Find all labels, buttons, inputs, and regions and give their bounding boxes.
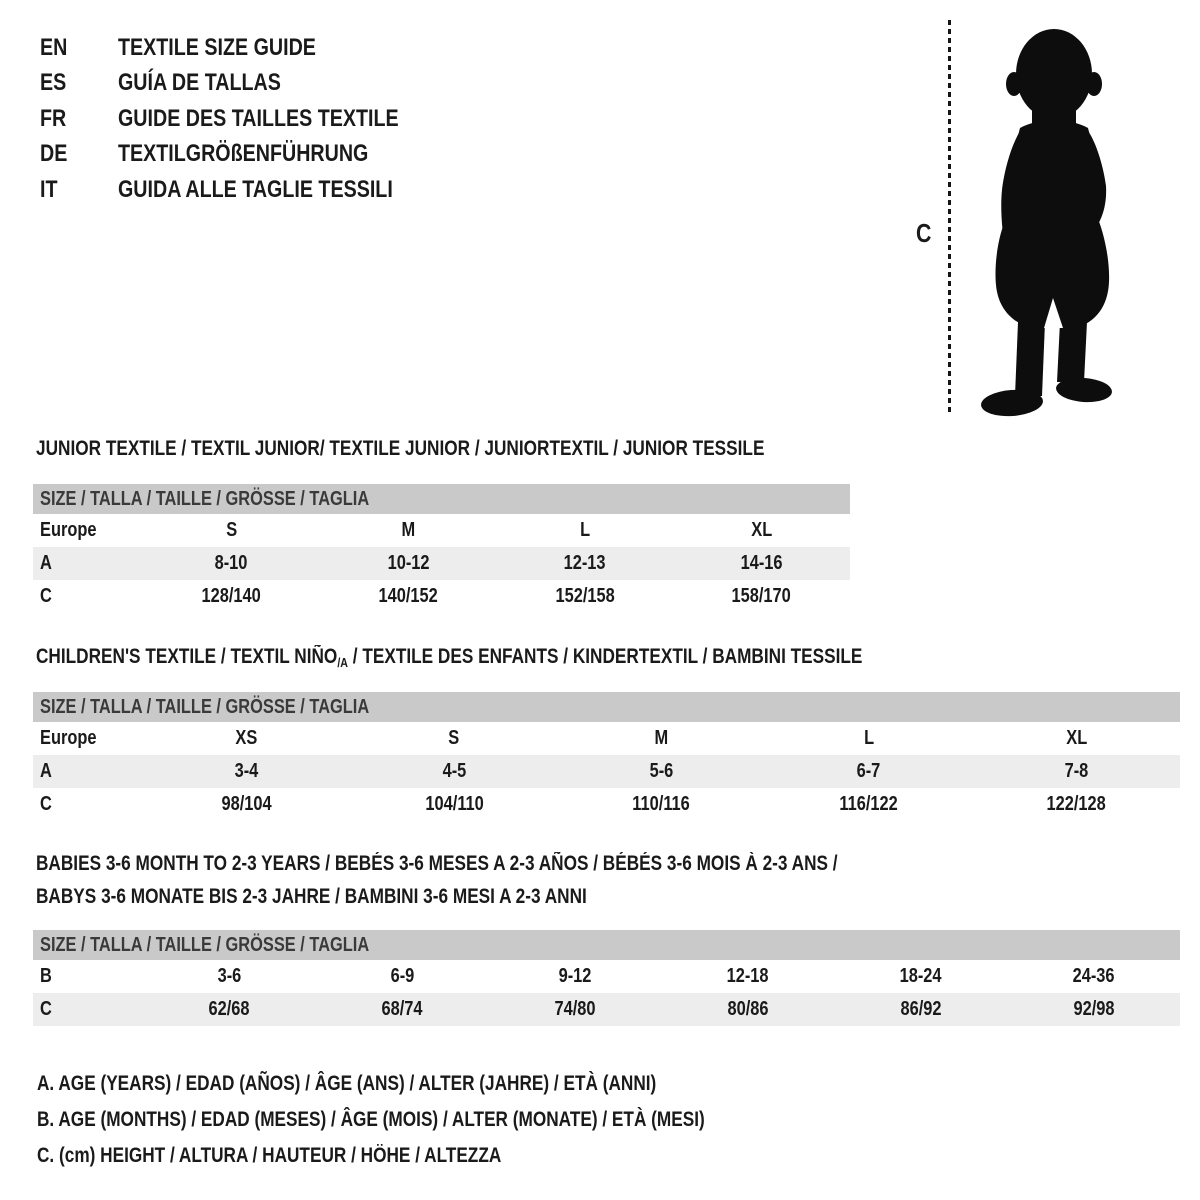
legend-age-years-text: A. AGE (YEARS) / EDAD (AÑOS) / ÂGE (ANS) / ALTER (JAHRE) / ETÀ (ANNI): [37, 1072, 657, 1095]
babies-section-title-line2: [36, 885, 708, 909]
junior-table-header: [33, 484, 850, 514]
language-title: [118, 139, 423, 169]
cell-value: 12-13: [563, 552, 606, 574]
table-cell: [320, 519, 497, 542]
table-cell: [320, 585, 497, 608]
junior-section-title: [36, 437, 924, 461]
row-label-text: A: [40, 552, 52, 574]
language-code-text: EN: [40, 34, 68, 61]
row-label: [33, 793, 143, 816]
cell-value: 152/158: [555, 585, 615, 607]
cell-value: 158/170: [731, 585, 792, 607]
cell-value: L: [579, 519, 590, 541]
legend-age-months-text: B. AGE (MONTHS) / EDAD (MESES) / ÂGE (MOIS) / ALTER (MONATE) / ETÀ (MESI): [37, 1108, 705, 1131]
table-cell: [673, 585, 850, 608]
language-title-text: GUIDE DES TAILLES TEXTILE: [118, 105, 399, 132]
table-cell: [661, 998, 834, 1021]
table-cell: [973, 760, 1180, 783]
language-code: [40, 175, 61, 205]
table-cell: [143, 793, 350, 816]
cell-value: 14-16: [740, 552, 783, 574]
cell-value: XL: [1065, 727, 1087, 749]
cell-value: 4-5: [442, 760, 466, 782]
row-label: [33, 727, 143, 750]
cell-value: 86/92: [900, 998, 942, 1020]
table-cell: [558, 727, 765, 750]
cell-value: 116/122: [839, 793, 899, 815]
table-cell: [143, 760, 350, 783]
legend-age-years: [37, 1072, 792, 1096]
language-code-text: FR: [40, 105, 67, 132]
table-cell: [673, 519, 850, 542]
figure-height-label-text: C: [916, 218, 932, 248]
babies-size-table: [33, 930, 1180, 1026]
row-label-text: Europe: [40, 727, 97, 749]
row-label-text: C: [40, 793, 52, 815]
language-title: [118, 68, 317, 98]
cell-value: 74/80: [554, 998, 596, 1020]
table-cell: [558, 793, 765, 816]
table-cell: [497, 585, 674, 608]
table-cell: [1007, 965, 1180, 988]
legend-height-cm: [37, 1144, 603, 1168]
table-cell: [320, 552, 497, 575]
table-cell: [316, 998, 489, 1021]
row-label: [33, 552, 143, 575]
language-code-text: ES: [40, 69, 67, 96]
children-title-sub: /A: [337, 655, 348, 670]
figure-height-label: [916, 218, 935, 249]
table-cell: [489, 965, 662, 988]
table-cell: [765, 727, 972, 750]
cell-value: 5-6: [649, 760, 674, 782]
cell-value: 7-8: [1064, 760, 1089, 782]
cell-value: 12-18: [726, 965, 769, 987]
row-label: [33, 998, 143, 1021]
junior-size-table: [33, 484, 850, 613]
row-label-text: A: [40, 760, 52, 782]
row-label-text: C: [40, 998, 52, 1020]
cell-value: 92/98: [1073, 998, 1115, 1020]
table-row: [33, 755, 1180, 788]
junior-table-header-text: SIZE / TALLA / TAILLE / GRÖSSE / TAGLIA: [40, 488, 370, 510]
cell-value: 6-9: [390, 965, 415, 987]
table-cell: [558, 760, 765, 783]
table-cell: [661, 965, 834, 988]
table-cell: [316, 965, 489, 988]
cell-value: 3-6: [217, 965, 242, 987]
cell-value: 104/110: [424, 793, 484, 815]
language-title: [118, 104, 460, 134]
language-code-text: DE: [40, 140, 68, 167]
table-cell: [489, 998, 662, 1021]
row-label-text: B: [40, 965, 52, 987]
babies-table-header: [33, 930, 1180, 960]
language-title-text: TEXTILE SIZE GUIDE: [118, 34, 316, 61]
babies-section-title-line2-text: BABYS 3-6 MONATE BIS 2-3 JAHRE / BAMBINI 3-6 MESI A 2-3 ANNI: [36, 885, 587, 908]
cell-value: S: [225, 519, 237, 541]
language-code: [40, 33, 73, 63]
language-title-text: GUIDA ALLE TAGLIE TESSILI: [118, 176, 393, 203]
row-label-text: C: [40, 585, 52, 607]
cell-value: 140/152: [378, 585, 438, 607]
table-cell: [497, 552, 674, 575]
cell-value: 122/128: [1046, 793, 1106, 815]
table-cell: [350, 727, 557, 750]
children-table-header-text: SIZE / TALLA / TAILLE / GRÖSSE / TAGLIA: [40, 696, 370, 718]
table-cell: [143, 585, 320, 608]
language-code: [40, 68, 72, 98]
cell-value: L: [863, 727, 874, 749]
cell-value: 24-36: [1072, 965, 1115, 987]
row-label: [33, 760, 143, 783]
table-cell: [143, 998, 316, 1021]
table-cell: [350, 793, 557, 816]
cell-value: 18-24: [899, 965, 942, 987]
children-title-pre: CHILDREN'S TEXTILE / TEXTIL NIÑO: [36, 645, 338, 668]
row-label: [33, 585, 143, 608]
cell-value: 68/74: [381, 998, 423, 1020]
cell-value: M: [654, 727, 669, 749]
children-section-title-text: [36, 645, 862, 671]
cell-value: M: [401, 519, 415, 541]
table-cell: [834, 998, 1007, 1021]
table-cell: [143, 552, 320, 575]
cell-value: 8-10: [214, 552, 248, 574]
cell-value: XS: [235, 727, 258, 749]
table-cell: [765, 760, 972, 783]
table-cell: [350, 760, 557, 783]
cell-value: 10-12: [387, 552, 430, 574]
table-row: [33, 788, 1180, 821]
language-code-text: IT: [40, 176, 58, 203]
row-label: [33, 519, 143, 542]
table-cell: [1007, 998, 1180, 1021]
table-row: [33, 722, 1180, 755]
language-code: [40, 139, 73, 169]
table-cell: [497, 519, 674, 542]
language-title-text: TEXTILGRÖßENFÜHRUNG: [118, 140, 369, 167]
legend-height-cm-text: C. (cm) HEIGHT / ALTURA / HAUTEUR / HÖHE / ALTEZZA: [37, 1144, 502, 1167]
table-row: [33, 580, 850, 613]
cell-value: 128/140: [201, 585, 262, 607]
children-size-table: [33, 692, 1180, 821]
row-label-text: Europe: [40, 519, 97, 541]
babies-section-title-line1: [36, 852, 1014, 876]
cell-value: 3-4: [234, 760, 259, 782]
height-measure-dashed-line: [948, 20, 951, 414]
cell-value: 9-12: [558, 965, 592, 987]
children-table-header: [33, 692, 1180, 722]
table-cell: [973, 727, 1180, 750]
table-cell: [143, 727, 350, 750]
babies-section-title-line1-text: BABIES 3-6 MONTH TO 2-3 YEARS / BEBÉS 3-6 MESES A 2-3 AÑOS / BÉBÉS 3-6 MOIS À 2-3 ANS /: [36, 852, 838, 875]
cell-value: 6-7: [857, 760, 881, 782]
cell-value: 110/116: [632, 793, 691, 815]
children-title-post: / TEXTILE DES ENFANTS / KINDERTEXTIL / BAMBINI TESSILE: [347, 645, 863, 668]
cell-value: 80/86: [727, 998, 769, 1020]
table-row: [33, 547, 850, 580]
table-cell: [143, 519, 320, 542]
table-cell: [765, 793, 972, 816]
language-code: [40, 104, 72, 134]
table-row: [33, 514, 850, 547]
language-title: [118, 175, 453, 205]
junior-section-title-text: JUNIOR TEXTILE / TEXTIL JUNIOR/ TEXTILE JUNIOR / JUNIORTEXTIL / JUNIOR TESSILE: [36, 437, 765, 460]
legend-age-months: [37, 1108, 851, 1132]
row-label: [33, 965, 143, 988]
table-cell: [834, 965, 1007, 988]
cell-value: 62/68: [208, 998, 250, 1020]
language-title: [118, 33, 359, 63]
table-cell: [673, 552, 850, 575]
table-row: [33, 993, 1180, 1026]
table-cell: [973, 793, 1180, 816]
language-title-text: GUÍA DE TALLAS: [118, 69, 281, 96]
table-cell: [143, 965, 316, 988]
babies-table-header-text: SIZE / TALLA / TAILLE / GRÖSSE / TAGLIA: [40, 934, 370, 956]
cell-value: 98/104: [221, 793, 272, 815]
baby-silhouette-icon: [962, 22, 1142, 422]
cell-value: XL: [751, 519, 773, 541]
children-section-title: [36, 645, 1044, 671]
table-row: [33, 960, 1180, 993]
cell-value: S: [448, 727, 460, 749]
